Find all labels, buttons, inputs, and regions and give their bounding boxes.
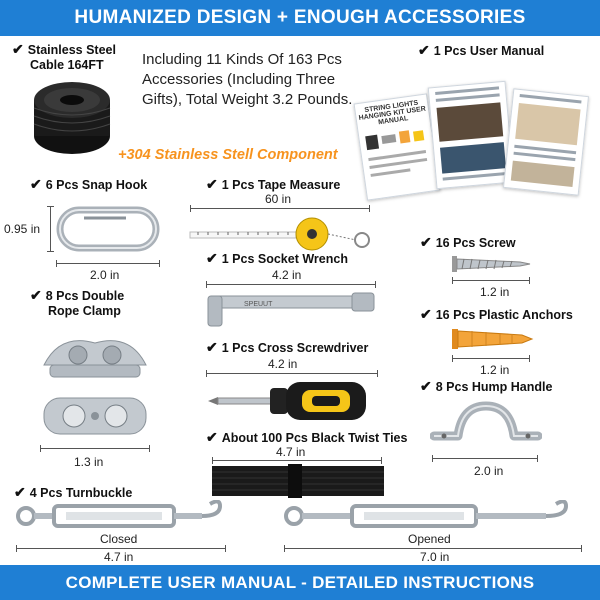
snap-hook-height-line	[50, 206, 51, 252]
turnbuckle-closed-image	[14, 500, 232, 534]
bottom-banner	[0, 565, 600, 600]
snap-hook-image	[56, 204, 160, 254]
wrench-length-line	[206, 284, 376, 285]
check-icon: ✔	[206, 339, 218, 355]
user-manual-image	[350, 70, 595, 190]
banner-title: HUMANIZED DESIGN + ENOUGH ACCESSORIES	[74, 7, 526, 28]
top-banner	[0, 0, 600, 36]
socket-wrench-image	[204, 290, 380, 330]
screw-length-line	[452, 280, 530, 281]
banner-footer-title: COMPLETE USER MANUAL - DETAILED INSTRUCTIONS	[65, 573, 535, 592]
rope-clamp-label: ✔ 8 Pcs Double Rope Clamp	[30, 287, 125, 318]
rope-clamp-length-line	[40, 448, 150, 449]
turnbuckle-closed-label: Closed	[100, 532, 138, 546]
screw-length: 1.2 in	[480, 285, 510, 299]
tape-length: 60 in	[265, 192, 292, 206]
anchors-length-line	[452, 358, 530, 359]
twist-ties-label: ✔ About 100 Pcs Black Twist Ties	[206, 429, 408, 445]
check-icon: ✔	[206, 250, 218, 266]
manual-page-2	[428, 81, 515, 189]
turnbuckle-closed-length: 4.7 in	[104, 550, 134, 564]
intro-text: Including 11 Kinds Of 163 Pcs Accessories (Including Three Gifts), Total Weight 3.2 Pounds.	[142, 51, 353, 108]
tape-measure-image	[188, 214, 378, 254]
turnbuckle-opened-length: 7.0 in	[420, 550, 450, 564]
wrench-length: 4.2 in	[272, 268, 302, 282]
turnbuckle-opened-label: Opened	[408, 532, 451, 546]
anchors-length: 1.2 in	[480, 363, 510, 377]
check-icon: ✔	[14, 484, 26, 500]
turnbuckle-opened-line	[284, 548, 582, 549]
cable-spool-image	[30, 78, 114, 158]
screwdriver-label: ✔ 1 Pcs Cross Screwdriver	[206, 339, 369, 355]
wrench-label: ✔ 1 Pcs Socket Wrench	[206, 250, 348, 266]
check-icon: ✔	[30, 287, 42, 303]
check-icon: ✔	[418, 42, 430, 58]
screwdriver-length: 4.2 in	[268, 357, 298, 371]
cable-label: ✔ Stainless Steel Cable 164FT	[12, 41, 116, 72]
tape-label: ✔ 1 Pcs Tape Measure	[206, 176, 341, 192]
snap-hook-width-line	[56, 263, 160, 264]
manual-label: ✔ 1 Pcs User Manual	[418, 42, 545, 58]
check-icon: ✔	[420, 234, 432, 250]
twist-ties-length-line	[212, 460, 382, 461]
screwdriver-length-line	[206, 373, 378, 374]
manual-page-1: STRING LIGHTS HANGING KIT USER MANUAL	[354, 93, 441, 200]
screw-label: ✔ 16 Pcs Screw	[420, 234, 516, 250]
screw-image	[452, 254, 532, 274]
check-icon: ✔	[420, 378, 432, 394]
rope-clamp-length: 1.3 in	[74, 455, 104, 469]
hump-handle-length: 2.0 in	[474, 464, 504, 478]
manual-page-3	[503, 88, 589, 195]
cross-screwdriver-image	[204, 376, 380, 426]
wrench-engraving: SPEUUT	[244, 301, 273, 308]
check-icon: ✔	[206, 429, 218, 445]
check-icon: ✔	[206, 176, 218, 192]
rope-clamp-top-image	[40, 325, 150, 387]
rope-clamp-bottom-image	[40, 392, 150, 440]
anchors-label: ✔ 16 Pcs Plastic Anchors	[420, 306, 573, 322]
turnbuckle-closed-line	[16, 548, 226, 549]
check-icon: ✔	[30, 176, 42, 192]
plastic-anchor-image	[452, 326, 534, 352]
hump-handle-label: ✔ 8 Pcs Hump Handle	[420, 378, 553, 394]
tape-length-line	[190, 208, 370, 209]
stainless-highlight: +304 Stainless Stell Component	[118, 147, 338, 163]
snap-hook-label: ✔ 6 Pcs Snap Hook	[30, 176, 148, 192]
hump-handle-length-line	[432, 458, 538, 459]
check-icon: ✔	[12, 41, 24, 57]
check-icon: ✔	[420, 306, 432, 322]
snap-hook-height: 0.95 in	[4, 222, 41, 236]
snap-hook-width: 2.0 in	[90, 268, 120, 282]
twist-ties-length: 4.7 in	[276, 445, 306, 459]
twist-ties-image	[210, 464, 386, 500]
turnbuckle-opened-image	[282, 500, 584, 534]
turnbuckle-label: ✔ 4 Pcs Turnbuckle	[14, 484, 133, 500]
hump-handle-image	[430, 398, 542, 448]
